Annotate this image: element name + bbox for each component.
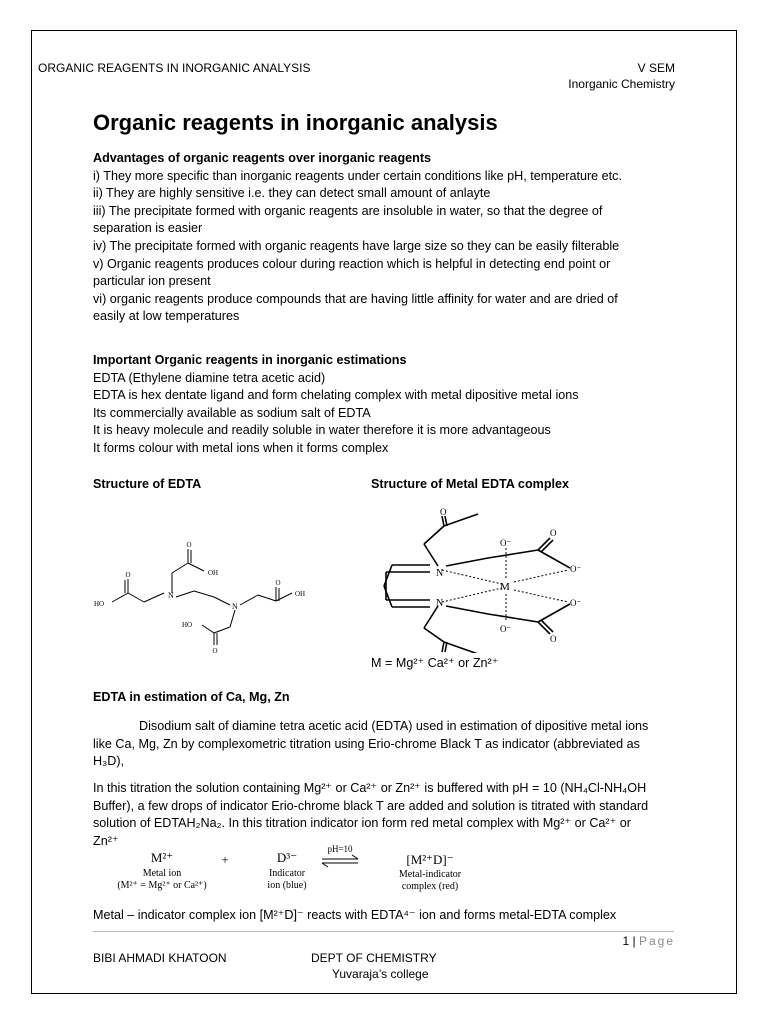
product-sublabel: complex (red) bbox=[401, 881, 459, 892]
footer-dept: DEPT OF CHEMISTRY bbox=[311, 951, 437, 965]
edta-structure-heading: Structure of EDTA bbox=[93, 477, 202, 491]
edta-ho-label: HO bbox=[182, 621, 193, 629]
equilibrium-arrows-icon bbox=[322, 855, 358, 867]
advantages-heading: Advantages of organic reagents over inorganic reagents bbox=[93, 151, 432, 165]
closing-line: Metal – indicator complex ion [M²⁺D]⁻ reacts with EDTA⁴⁻ ion and forms metal-EDTA complex bbox=[93, 908, 617, 922]
important-line: Its commercially available as sodium salt of EDTA bbox=[93, 405, 371, 420]
complex-o-label: O bbox=[550, 634, 557, 644]
edta-oh-label: OH bbox=[208, 569, 219, 577]
important-line: EDTA is hex dentate ligand and form chelating complex with metal dipositive metal ions bbox=[93, 388, 579, 403]
advantage-item: iv) The precipitate formed with organic reagents have large size so they can be easily filterable bbox=[93, 238, 620, 253]
estimation-para2: In this titration the solution containing Mg²⁺ or Ca²⁺ or Zn²⁺ is buffered with pH = 10 (NH₄Cl-NH₄OH Buffer), a few drops of indicator Erio-chrome black T are added and solution is titrated with standard solution of EDTAH₂Na₂. In this titration indicator ion form red metal complex with Mg²⁺ or Ca²⁺ or Zn²⁺ bbox=[93, 781, 649, 848]
edta-o-label: O bbox=[212, 647, 218, 655]
reaction-equation bbox=[100, 840, 480, 900]
reactant-indicator-ion: D³⁻ bbox=[276, 850, 298, 865]
estimation-para1-block bbox=[93, 718, 653, 771]
complex-o-label: O bbox=[440, 508, 447, 517]
complex-n-label: N bbox=[436, 598, 444, 609]
page-number bbox=[622, 934, 675, 948]
complex-metal-label: M bbox=[500, 581, 510, 593]
advantage-item: ii) They are highly sensitive i.e. they can detect small amount of anlayte bbox=[93, 186, 491, 201]
page-word: Page bbox=[638, 934, 675, 948]
product-label: Metal-indicator bbox=[398, 869, 462, 880]
page-number-value: 1 bbox=[622, 934, 630, 948]
complex-o-label bbox=[440, 652, 447, 653]
complex-ominus-label: O⁻ bbox=[570, 598, 582, 608]
product-complex: [M²⁺D]⁻ bbox=[406, 852, 454, 867]
estimation-heading: EDTA in estimation of Ca, Mg, Zn bbox=[93, 690, 290, 704]
advantages-section bbox=[93, 150, 653, 326]
condition-label: pH=10 bbox=[327, 844, 353, 854]
complex-o-label: O bbox=[550, 528, 557, 538]
indicator-label: Indicator bbox=[268, 868, 306, 879]
important-line: It is heavy molecule and readily soluble in water therefore it is more advantageous bbox=[93, 423, 551, 438]
edta-o-label: O bbox=[275, 579, 281, 587]
important-section bbox=[93, 352, 653, 458]
important-heading: Important Organic reagents in inorganic estimations bbox=[93, 353, 407, 367]
page-title: Organic reagents in inorganic analysis bbox=[93, 110, 498, 135]
advantage-item: iii) The precipitate formed with organic reagents are insoluble in water, so that the degree of separation is easier bbox=[93, 203, 603, 236]
header-right-sem: V SEM bbox=[637, 61, 675, 75]
edta-n-label: N bbox=[232, 602, 238, 611]
edta-o-label: O bbox=[125, 571, 131, 579]
edta-structure-diagram bbox=[90, 535, 320, 655]
estimation-para1: Disodium salt of diamine tetra acetic acid (EDTA) used in estimation of dipositive metal ions like Ca, Mg, Zn by complexometric titration using Erio-chrome Black T as indicator (abbreviated as H₃D), bbox=[93, 719, 649, 769]
metal-caption: M = Mg²⁺ Ca²⁺ or Zn²⁺ bbox=[371, 656, 499, 670]
complex-structure-heading: Structure of Metal EDTA complex bbox=[371, 477, 570, 491]
important-line: EDTA (Ethylene diamine tetra acetic acid) bbox=[93, 370, 326, 385]
plus-sign: + bbox=[221, 852, 229, 867]
complex-ominus-label: O⁻ bbox=[500, 538, 512, 548]
advantage-item: i) They more specific than inorganic reagents under certain conditions like pH, temperature etc. bbox=[93, 168, 622, 183]
header-right-subject: Inorganic Chemistry bbox=[568, 77, 675, 91]
edta-ho-label: HO bbox=[94, 600, 105, 608]
edta-o-label: O bbox=[186, 541, 192, 549]
footer-college: Yuvaraja’s college bbox=[332, 967, 429, 981]
complex-ominus-label: O⁻ bbox=[500, 624, 512, 634]
advantage-item: vi) organic reagents produce compounds that are having little affinity for water and are dried of easily at low temperatures bbox=[93, 291, 618, 324]
complex-ominus-label: O⁻ bbox=[570, 564, 582, 574]
edta-oh-label: OH bbox=[295, 590, 306, 598]
footer-author: BIBI AHMADI KHATOON bbox=[93, 951, 227, 965]
reactant-metal-label: Metal ion bbox=[142, 868, 182, 879]
footer-divider bbox=[93, 931, 674, 932]
page-number-separator: | bbox=[632, 934, 636, 948]
advantage-item: v) Organic reagents produces colour during reaction which is helpful in detecting end point or particular ion present bbox=[93, 256, 611, 289]
reactant-metal-sublabel: (M²⁺ = Mg²⁺ or Ca²⁺) bbox=[117, 880, 207, 891]
metal-edta-complex-diagram bbox=[378, 508, 603, 653]
indicator-sublabel: ion (blue) bbox=[267, 880, 307, 891]
important-line: It forms colour with metal ions when it forms complex bbox=[93, 440, 389, 455]
complex-n-label: N bbox=[436, 568, 444, 579]
edta-n-label: N bbox=[168, 591, 174, 600]
header-left: ORGANIC REAGENTS IN INORGANIC ANALYSIS bbox=[38, 61, 311, 75]
reactant-metal-ion: M²⁺ bbox=[150, 850, 174, 865]
